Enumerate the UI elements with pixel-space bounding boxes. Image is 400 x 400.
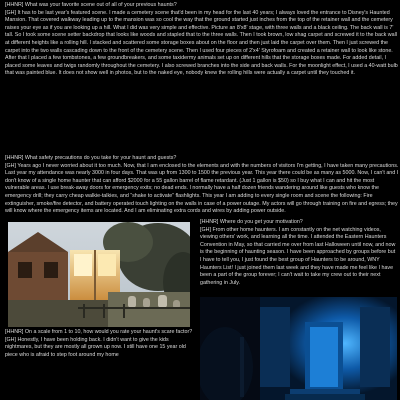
paragraph-scare-factor: [HHNR] On a scale from 1 to 10, how would you rate your haunt's scare factor? [GH] Honestly, I have been holding back. I didn't want to give the kids nightmares, but they are mostly all grown up now. I still have one 15 year old piece who is afraid to step foot around my home (5, 329, 193, 358)
haunted-house-exterior-photo (8, 222, 190, 327)
paragraph-safety: [HHNR] What safety precautions do you take for your haunt and guests? [GH] Years ago I never worried about it too much. Now, that I am enclosed to the elements and with the numbers of visitors I'm getting, I have taken many precautions. Last year my attendance was nearly 3000 in four days. That was up from 1300 to 1500 the previous year. This year there could be as many as 5000. Now, I can't and I don't know of a single home haunter that can afford $2000 for a 55 gallon barrel of flame retardant. (Just 1 gallon is $50) so I buy what I can and hit the most vulnerable areas. I use break-away doors for emergency exits; no dead ends. I normally have a half dozen friends wandering around like guests who know the emergency drill; they carry cheap walkie-talkies, and “shake to activate” flashlights. This year I am adding to every single room and scene the following: Fire extinguisher, smoke/fire detector, and battery operated touch lighting on the walls in case of a power outage. My actors will go through training on fire and egress; they will know where the emergency items are located. And I am eliminating extra cords and wires by adding power outside. (5, 155, 399, 215)
paragraph-motivation: [HHNR] Where do you get your motivation? [GH] From other home haunters. I am constantly on the net watching videos, viewing others' work, and learning all the time. I attended the Eastern Haunters Convention in May, so that carried me over from last Halloween until now, and now is the beginning of haunting season. I have been approached by groups before but I have to tell you, I just found the best group of Haunters to be around, WNY Haunters List! I just joined them last week and they have made me feel like I have been a part of the group forever; I can't wait to take my crew out to their next gathering in July. (200, 219, 396, 286)
paragraph-favorite-scene: [HHNR] What was your favorite scene out of all of your previous haunts? [GH] It has to be last year's featured scene. I made a cemetery scene that'd been in my head for the last 40 years; I always loved the entrance to Disney's Haunted Mansion. That covered walkway leading up to the mansion was so cool the way that the ground started just inches from the top of the retainer wall and the cemetery raises your eye as if you are looking up a hill. What I did was very simple and effective. Picture an 8'x8' stage, with three walls and a black ceiling. The back wall is 7' tall. So I took some scene setter backdrop that looks like woods and stapled that to the three walls. Then I took brown, low shag carpet and screwed it to the back wall at different heights like a rolling hill. I stacked and scattered some storage boxes about on the floor and then just laid the carpet over them. Then I just screwed the carpet into the two walls cascading down to the front of the cemetery scene. Then I used four pieces of 2'x4' Styrofoam and created a retainer wall to look like stone. After that I placed a few tombstones, a few groundbreakers, and some taxidermy animals set up on different hills that the storage boxes made. For added detail, I placed some leaves and twigs randomly throughout the cemetery. I also screwed branches into the side and back walls. For the moonlight effect, I used a 40-watt bulb that was painted blue. It does not show well in photos, but to the naked eye, nobody knew the rolling hills were actually a carpet until they touched it. (5, 2, 398, 77)
blue-lit-entrance-photo (200, 297, 397, 400)
